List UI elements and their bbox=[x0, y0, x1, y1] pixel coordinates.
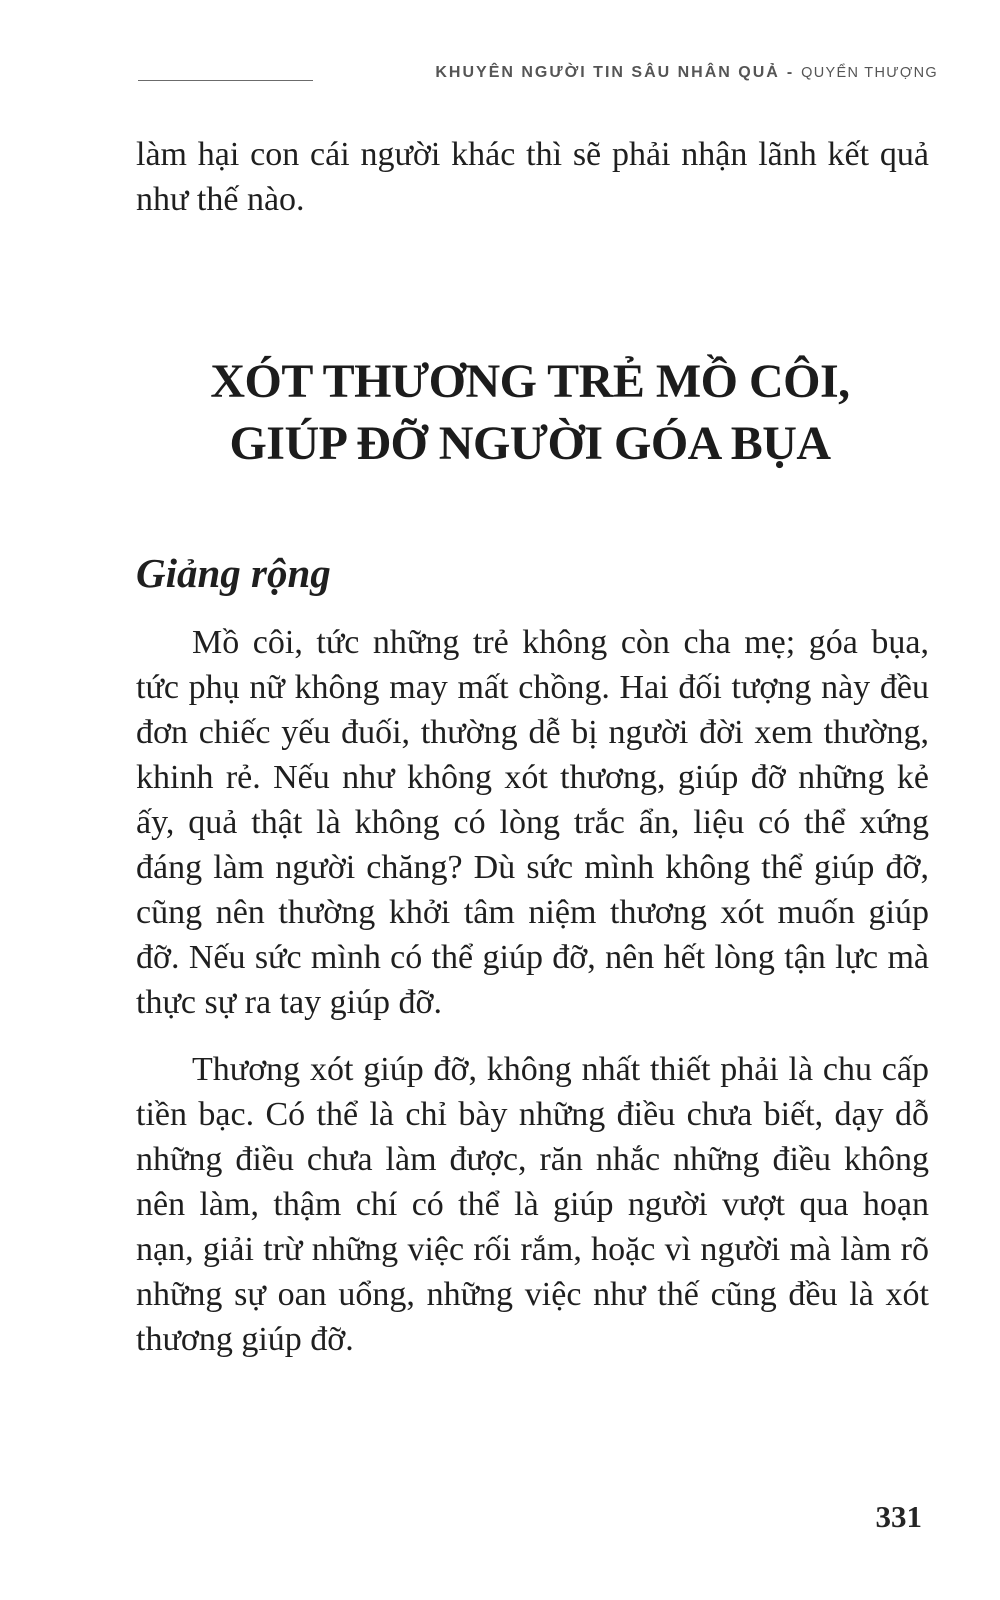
chapter-title bbox=[120, 351, 940, 475]
page-number: 331 bbox=[875, 1499, 922, 1534]
body-paragraph: Thương xót giúp đỡ, không nhất thiết phải là chu cấp tiền bạc. Có thể là chỉ bày những điều chưa biết, dạy dỗ những điều chưa làm được, răn nhắc những điều không nên làm, thậm chí có thể là giúp người vượt qua hoạn nạn, giải trừ những việc rối rắm, hoặc vì người mà làm rõ những sự oan uổng, những việc như thế cũng đều là xót thương giúp đỡ. bbox=[136, 1051, 929, 1358]
header-separator: - bbox=[786, 64, 795, 81]
header-rule bbox=[138, 80, 313, 81]
section-heading: Giảng rộng bbox=[136, 550, 331, 596]
header-text bbox=[435, 64, 938, 82]
body-paragraph: Mồ côi, tức những trẻ không còn cha mẹ; góa bụa, tức phụ nữ không may mất chồng. Hai đối tượng này đều đơn chiếc yếu đuối, thường dễ bị người đời xem thường, khinh rẻ. Nếu như không xót thương, giúp đỡ những kẻ ấy, quả thật là không có lòng trắc ẩn, liệu có thể xứng đáng làm người chăng? Dù sức mình không thể giúp đỡ, cũng nên thường khởi tâm niệm thương xót muốn giúp đỡ. Nếu sức mình có thể giúp đỡ, nên hết lòng tận lực mà thực sự ra tay giúp đỡ. bbox=[136, 624, 929, 1021]
header-volume: QUYỂN THƯỢNG bbox=[801, 65, 938, 81]
running-header bbox=[138, 61, 938, 85]
header-book-title: KHUYÊN NGƯỜI TIN SÂU NHÂN QUẢ bbox=[435, 64, 780, 81]
continuation-paragraph: làm hại con cái người khác thì sẽ phải nhận lãnh kết quả như thế nào. bbox=[136, 136, 929, 218]
chapter-title-line-2: GIÚP ĐỠ NGƯỜI GÓA BỤA bbox=[229, 417, 831, 470]
chapter-title-line-1: XÓT THƯƠNG TRẺ MỒ CÔI, bbox=[210, 355, 850, 408]
